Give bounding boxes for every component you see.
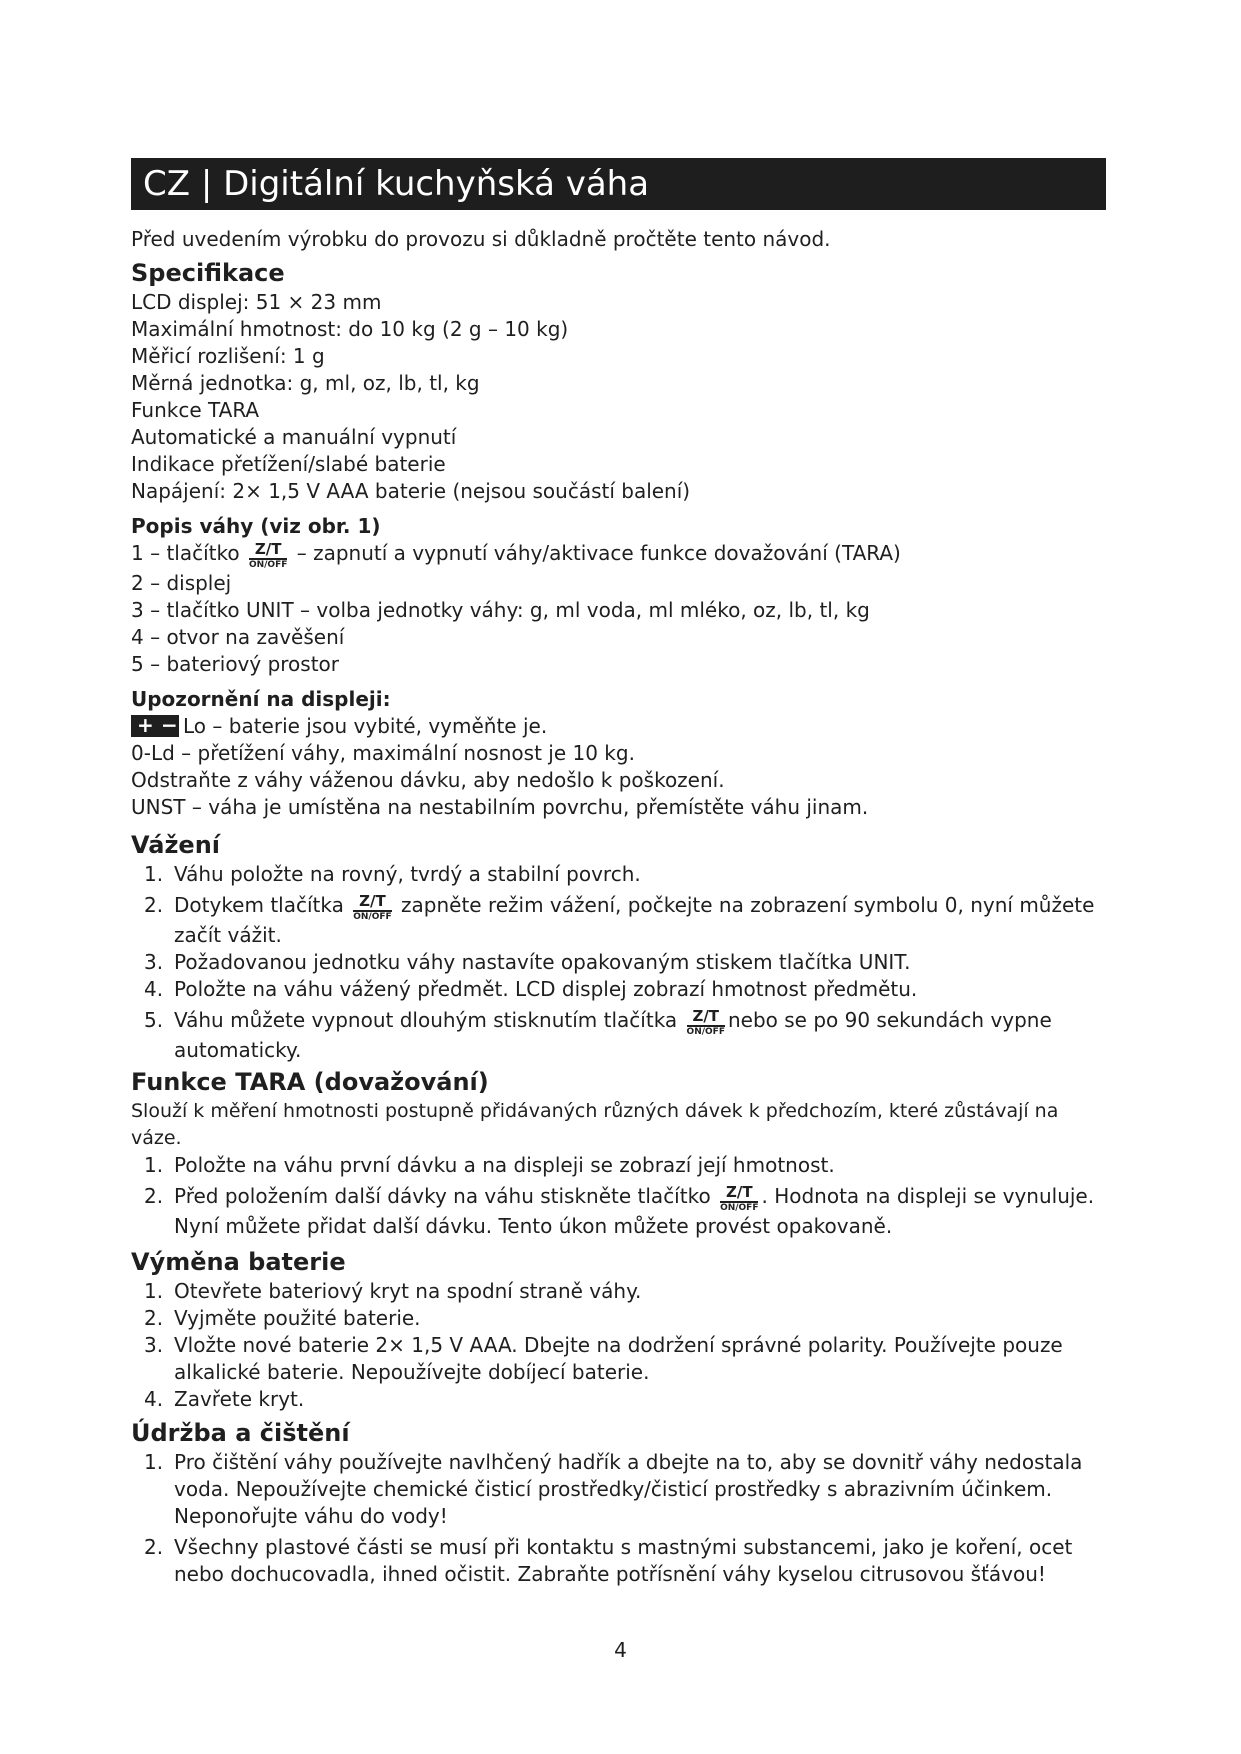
list-number: 2.: [144, 1535, 164, 1559]
list-text: Položte na váhu vážený předmět. LCD displej zobrazí hmotnost předmětu.: [174, 977, 918, 1001]
upozorneni-line: 0-Ld – přetížení váhy, maximální nosnost je 10 kg.: [131, 741, 635, 765]
list-text: Požadovanou jednotku váhy nastavíte opakovaným stiskem tlačítka UNIT.: [174, 950, 911, 974]
popis-item: 4 – otvor na zavěšení: [131, 625, 345, 649]
list-number: 4.: [144, 977, 164, 1001]
tara-intro: Slouží k měření hmotnosti postupně přidávaných různých dávek k předchozím, které zůstávají na váze.: [131, 1100, 1059, 1149]
list-item: [131, 1183, 1111, 1240]
list-text: Před položením další dávky na váhu stiskněte tlačítko: [174, 1184, 711, 1208]
list-item: [131, 1278, 1111, 1305]
battery-icon: [131, 715, 179, 737]
zt-onoff-button-icon: [353, 894, 391, 922]
list-number: 4.: [144, 1387, 164, 1411]
content: [131, 226, 1111, 1588]
battery-minus: −: [161, 713, 178, 737]
popis-item: 3 – tlačítko UNIT – volba jednotky váhy: g, ml voda, ml mléko, oz, lb, tl, kg: [131, 598, 870, 622]
popis-item-1-prefix: 1 – tlačítko: [131, 541, 240, 565]
vazeni-list: [131, 861, 1111, 1064]
upozorneni-line: Odstraňte z váhy váženou dávku, aby nedošlo k poškození.: [131, 768, 725, 792]
button-label-top: Z/T: [687, 1009, 725, 1027]
button-label-top: Z/T: [353, 894, 391, 912]
button-label-top: Z/T: [720, 1185, 758, 1203]
list-item: [131, 949, 1111, 976]
list-number: 1.: [144, 1153, 164, 1177]
spec-item: Indikace přetížení/slabé baterie: [131, 452, 446, 476]
list-number: 3.: [144, 1333, 164, 1357]
upozorneni-lo: [131, 713, 1111, 740]
list-text: Váhu můžete vypnout dlouhým stisknutím tlačítka: [174, 1008, 678, 1032]
list-text: Otevřete bateriový kryt na spodní straně váhy.: [174, 1279, 642, 1303]
button-label-bottom: ON/OFF: [248, 560, 288, 570]
list-number: 3.: [144, 950, 164, 974]
spec-item: Napájení: 2× 1,5 V AAA baterie (nejsou součástí balení): [131, 479, 691, 503]
spec-item: Automatické a manuální vypnutí: [131, 425, 457, 449]
popis-item-1-suffix: – zapnutí a vypnutí váhy/aktivace funkce dovažování (TARA): [296, 541, 901, 565]
upozorneni-line: UNST – váha je umístěna na nestabilním povrchu, přemístěte váhu jinam.: [131, 795, 869, 819]
udrzba-list: [131, 1449, 1111, 1588]
popis-item: 2 – displej: [131, 571, 232, 595]
spec-heading: Specifikace: [131, 259, 285, 287]
list-item: [131, 892, 1111, 949]
list-text: nebo se po 90 sekundách vypne automaticky.: [174, 1008, 1052, 1062]
page-number: 4: [614, 1638, 627, 1662]
list-item: [131, 1305, 1111, 1332]
list-item: [131, 1386, 1111, 1413]
udrzba-heading: Údržba a čištění: [131, 1419, 350, 1447]
button-label-bottom: ON/OFF: [720, 1203, 759, 1213]
list-item: [131, 1449, 1111, 1530]
spec-item: Funkce TARA: [131, 398, 260, 422]
battery-plus: +: [137, 713, 154, 737]
tara-heading: Funkce TARA (dovažování): [131, 1068, 489, 1096]
popis-item-1: [131, 540, 1111, 570]
zt-onoff-button-icon: [687, 1009, 725, 1037]
list-item: [131, 861, 1111, 888]
list-item: [131, 1007, 1111, 1064]
list-number: 1.: [144, 862, 164, 886]
page-title: CZ | Digitální kuchyňská váha: [131, 158, 1106, 210]
list-text: Vložte nové baterie 2× 1,5 V AAA. Dbejte na dodržení správné polarity. Používejte pouze alkalické baterie. Nepoužívejte dobíjecí baterie.: [174, 1333, 1063, 1384]
spec-item: LCD displej: 51 × 23 mm: [131, 290, 382, 314]
list-text: Dotykem tlačítka: [174, 893, 344, 917]
popis-heading: Popis váhy (viz obr. 1): [131, 514, 381, 538]
upozorneni-heading: Upozornění na displeji:: [131, 687, 391, 711]
list-item: [131, 1534, 1111, 1588]
zt-onoff-button-icon: [249, 542, 287, 570]
list-number: 5.: [144, 1008, 164, 1032]
list-text: Vyjměte použité baterie.: [174, 1306, 421, 1330]
spec-item: Maximální hmotnost: do 10 kg (2 g – 10 kg): [131, 317, 569, 341]
baterie-heading: Výměna baterie: [131, 1248, 346, 1276]
list-number: 1.: [144, 1279, 164, 1303]
upozorneni-lo-text: Lo – baterie jsou vybité, vyměňte je.: [183, 714, 548, 738]
baterie-list: [131, 1278, 1111, 1413]
tara-list: [131, 1152, 1111, 1240]
list-text: Váhu položte na rovný, tvrdý a stabilní povrch.: [174, 862, 641, 886]
list-number: 1.: [144, 1450, 164, 1474]
list-item: [131, 1332, 1111, 1386]
list-item: [131, 1152, 1111, 1179]
list-number: 2.: [144, 893, 164, 917]
list-item: [131, 976, 1111, 1003]
vazeni-heading: Vážení: [131, 831, 221, 859]
intro-text: Před uvedením výrobku do provozu si důkladně pročtěte tento návod.: [131, 227, 831, 251]
list-text: . Hodnota na displeji se vynuluje. Nyní můžete přidat další dávku. Tento úkon můžete provést opakovaně.: [174, 1184, 1095, 1238]
popis-item: 5 – bateriový prostor: [131, 652, 340, 676]
list-text: Položte na váhu první dávku a na displeji se zobrazí její hmotnost.: [174, 1153, 835, 1177]
spec-list: [131, 289, 1111, 505]
list-text: Pro čištění váhy používejte navlhčený hadřík a dbejte na to, aby se dovnitř váhy nedostala voda. Nepoužívejte chemické čisticí prostředky/čisticí prostředky s abrazivním účinkem. Neponořujte váhu do vody!: [174, 1450, 1083, 1528]
button-label-bottom: ON/OFF: [686, 1027, 725, 1037]
list-number: 2.: [144, 1306, 164, 1330]
list-text: Zavřete kryt.: [174, 1387, 305, 1411]
button-label-bottom: ON/OFF: [353, 912, 392, 922]
spec-item: Měrná jednotka: g, ml, oz, lb, tl, kg: [131, 371, 480, 395]
button-label-top: Z/T: [249, 542, 287, 560]
list-number: 2.: [144, 1184, 164, 1208]
list-text: Všechny plastové části se musí při kontaktu s mastnými substancemi, jako je koření, ocet nebo dochucovadla, ihned očistit. Zabraňte potřísnění váhy kyselou citrusovou šťávou!: [174, 1535, 1073, 1586]
zt-onoff-button-icon: [720, 1185, 758, 1213]
list-text: zapněte režim vážení, počkejte na zobrazení symbolu 0, nyní můžete začít vážit.: [174, 893, 1095, 947]
spec-item: Měřicí rozlišení: 1 g: [131, 344, 325, 368]
